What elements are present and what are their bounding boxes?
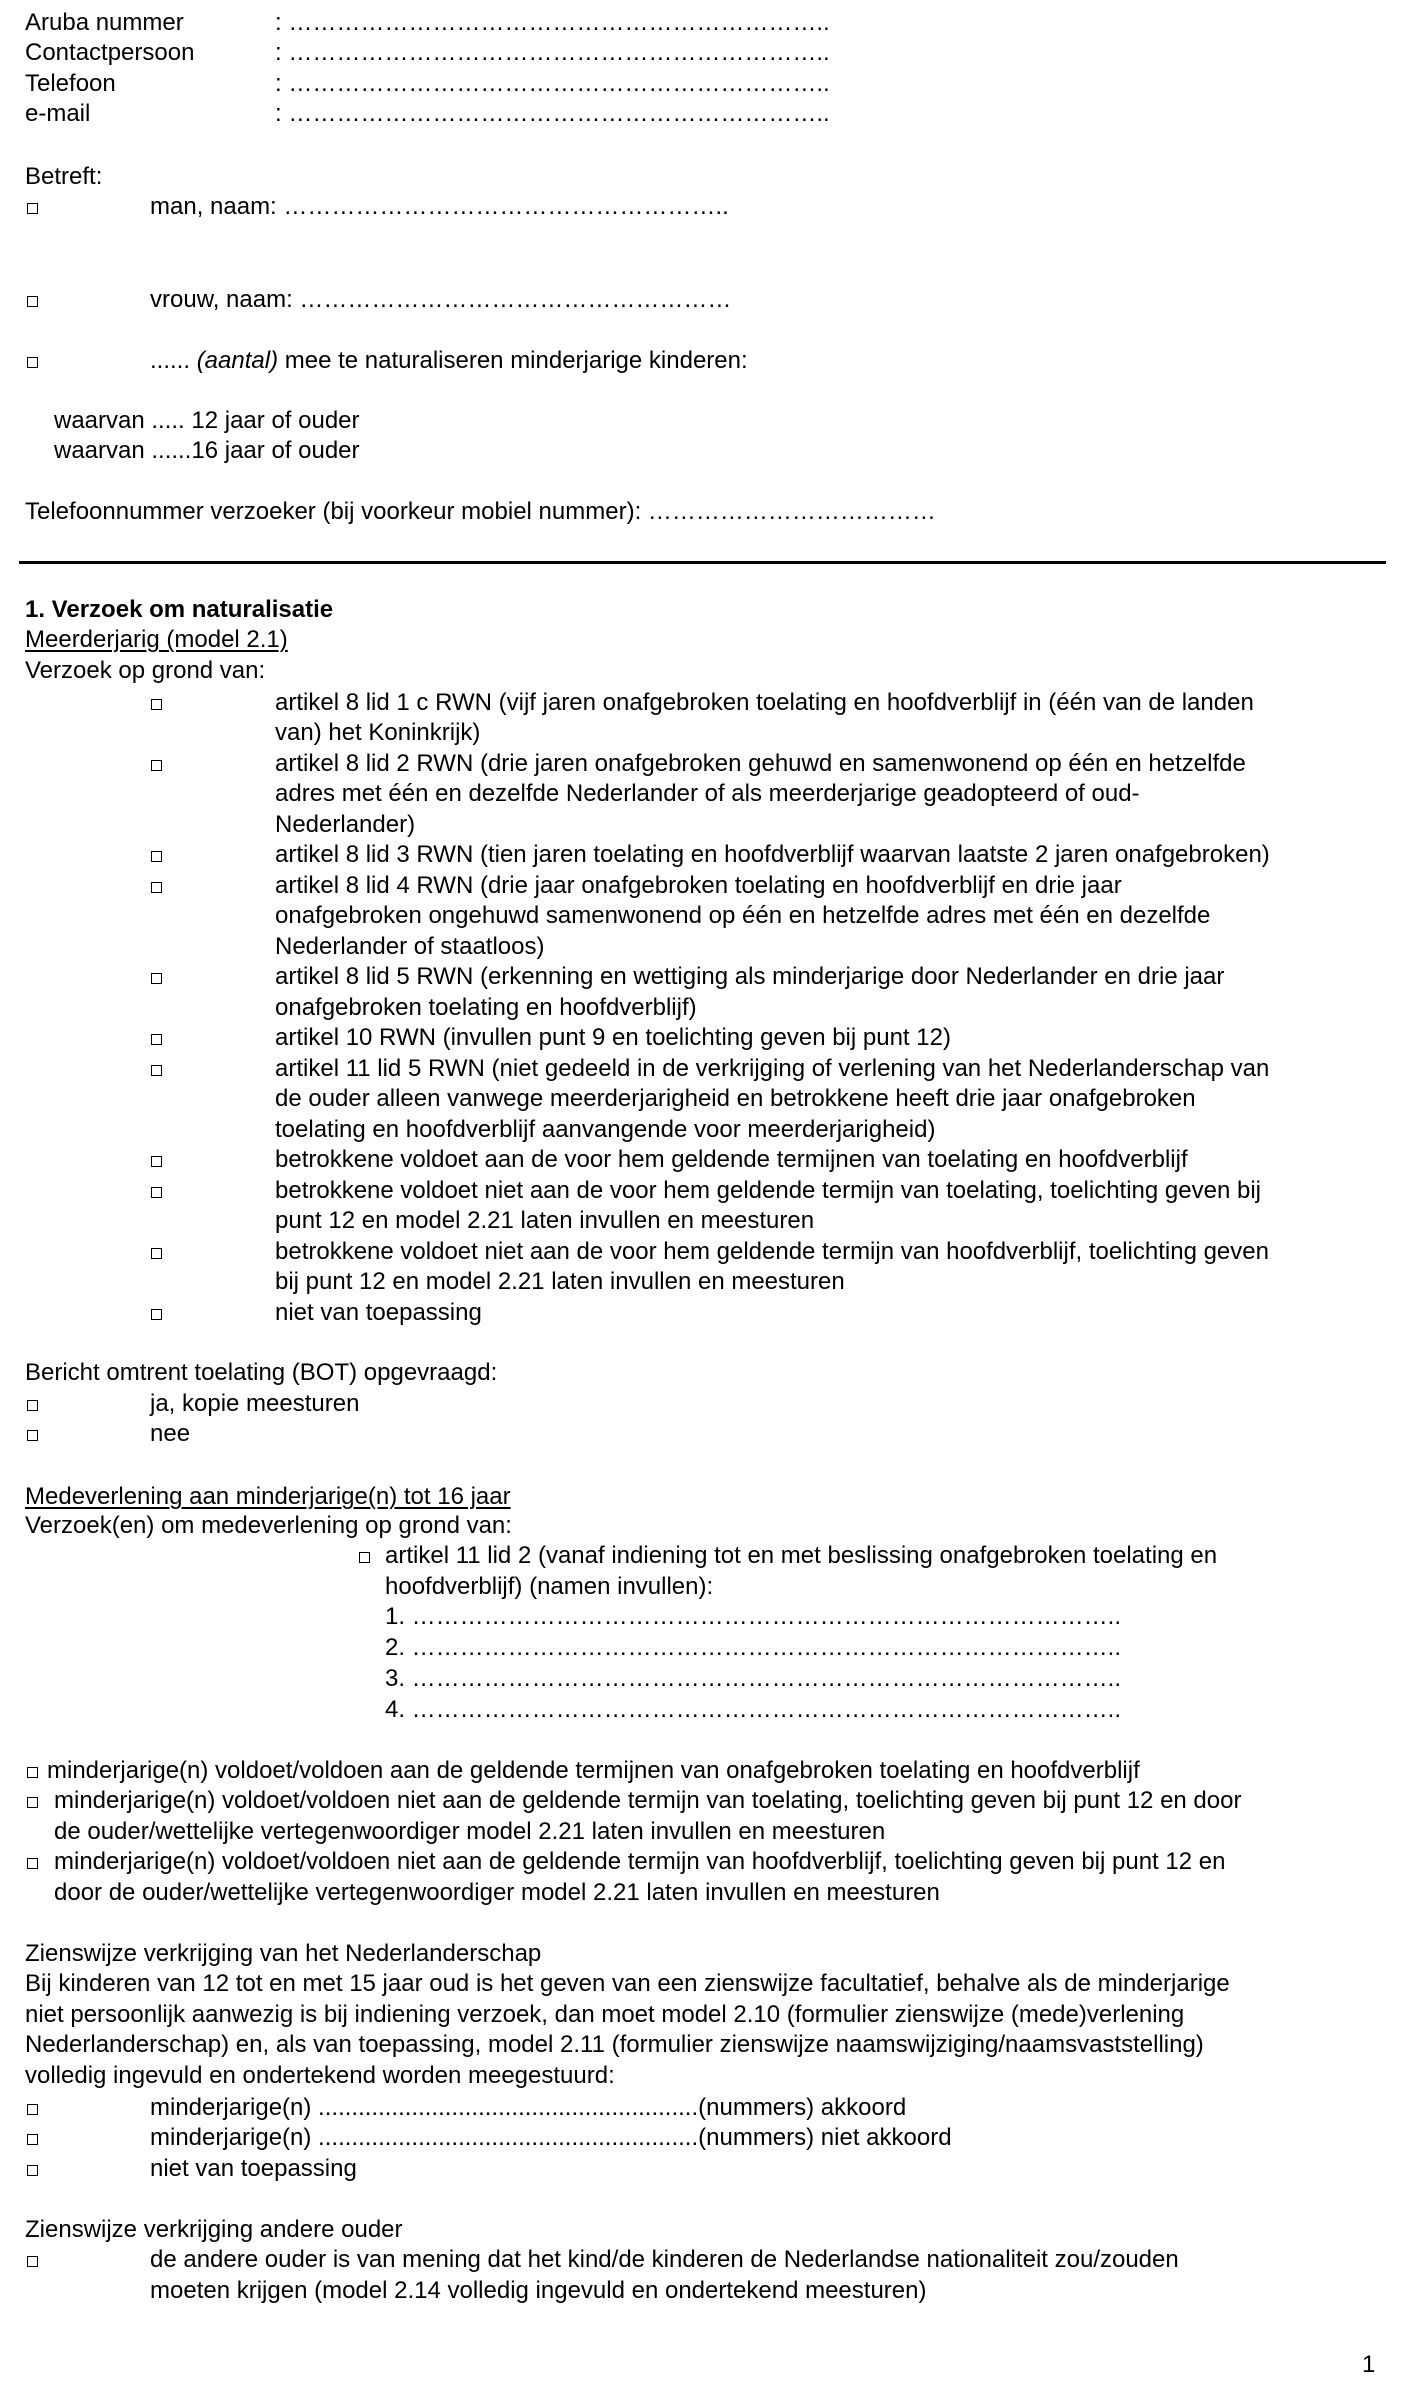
- waarvan-16-field[interactable]: waarvan ......16 jaar of ouder: [54, 437, 360, 464]
- checkbox-niet-akkoord[interactable]: [27, 2134, 38, 2145]
- telefoon-field[interactable]: : …………………………………………………………..: [275, 70, 830, 97]
- contactpersoon-field[interactable]: : …………………………………………………………..: [275, 39, 830, 66]
- option-text: artikel 8 lid 5 RWN (erkenning en wettiging als minderjarige door Nederlander en drie jaar: [275, 963, 1225, 990]
- checkbox-man[interactable]: [27, 203, 38, 214]
- checkbox-art11-2[interactable]: [359, 1552, 370, 1563]
- kinderen-text: mee te naturaliseren minderjarige kinderen:: [278, 347, 748, 374]
- option-text: artikel 8 lid 1 c RWN (vijf jaren onafgebroken toelating en hoofdverblijf in (één van de landen: [275, 689, 1254, 716]
- checkbox-bot-nee[interactable]: [27, 1430, 38, 1441]
- option-text: ja, kopie meesturen: [150, 1390, 360, 1417]
- checkbox-art8-4[interactable]: [151, 882, 162, 893]
- medeverlening-title: Medeverlening aan minderjarige(n) tot 16 jaar: [25, 1483, 511, 1510]
- option-text: punt 12 en model 2.21 laten invullen en meesturen: [275, 1207, 815, 1234]
- paragraph-line: niet persoonlijk aanwezig is bij indiening verzoek, dan moet model 2.10 (formulier zienswijze (mede)verlening: [25, 2001, 1185, 2028]
- checkbox-art8-2[interactable]: [151, 760, 162, 771]
- aantal-label: (aantal): [196, 347, 279, 374]
- option-text: toelating en hoofdverblijf aanvangende voor meerderjarigheid): [275, 1116, 936, 1143]
- option-text: adres met één en dezelfde Nederlander of als meerderjarige geadopteerd of oud-: [275, 780, 1140, 807]
- contact-label: Contactpersoon: [25, 39, 195, 66]
- name-field-3[interactable]: 3. ……………………………………………………………………………..: [385, 1665, 1122, 1692]
- option-text: onafgebroken toelating en hoofdverblijf): [275, 994, 697, 1021]
- contact-label: Aruba nummer: [25, 9, 184, 36]
- name-field-2[interactable]: 2. ……………………………………………………………………………..: [385, 1634, 1122, 1661]
- option-text: minderjarige(n) voldoet/voldoen niet aan de geldende termijn van toelating, toelichting geven bij punt 12 en door: [54, 1787, 1242, 1814]
- checkbox-art10[interactable]: [151, 1034, 162, 1045]
- divider: [19, 561, 1386, 564]
- waarvan-12-field[interactable]: waarvan ..... 12 jaar of ouder: [54, 407, 360, 434]
- option-text: artikel 11 lid 2 (vanaf indiening tot en met beslissing onafgebroken toelating en: [385, 1542, 1218, 1569]
- paragraph-line: Nederlanderschap) en, als van toepassing, model 2.11 (formulier zienswijze naamswijziging/naamsvaststelling): [25, 2031, 1204, 2058]
- andere-ouder-title: Zienswijze verkrijging andere ouder: [25, 2216, 403, 2243]
- option-text: niet van toepassing: [150, 2155, 357, 2182]
- option-text: betrokkene voldoet niet aan de voor hem geldende termijn van hoofdverblijf, toelichting geven: [275, 1238, 1269, 1265]
- option-text: door de ouder/wettelijke vertegenwoordiger model 2.21 laten invullen en meesturen: [54, 1879, 940, 1906]
- checkbox-voldoet-termijnen[interactable]: [151, 1156, 162, 1167]
- medeverlening-intro: Verzoek(en) om medeverlening op grond van:: [25, 1512, 512, 1539]
- name-field-1[interactable]: 1. ……………………………………………………………………………..: [385, 1603, 1122, 1630]
- aruba-nummer-field[interactable]: : …………………………………………………………..: [275, 9, 830, 36]
- option-text: Nederlander of staatloos): [275, 933, 545, 960]
- option-text: artikel 11 lid 5 RWN (niet gedeeld in de verkrijging of verlening van het Nederlanderschap van: [275, 1055, 1270, 1082]
- option-text: minderjarige(n) voldoet/voldoen niet aan de geldende termijn van hoofdverblijf, toelichting geven bij punt 12 en: [54, 1848, 1226, 1875]
- name-field-4[interactable]: 4. ……………………………………………………………………………..: [385, 1696, 1122, 1723]
- checkbox-minderjarige-niet-toelating[interactable]: [27, 1797, 38, 1808]
- option-text: van) het Koninkrijk): [275, 719, 481, 746]
- option-text: onafgebroken ongehuwd samenwonend op één en hetzelfde adres met één en dezelfde: [275, 902, 1211, 929]
- checkbox-minderjarige-niet-hoofdverblijf[interactable]: [27, 1858, 38, 1869]
- option-text: de ouder alleen vanwege meerderjarigheid en betrokkene heeft drie jaar onafgebroken: [275, 1085, 1196, 1112]
- option-text: betrokkene voldoet niet aan de voor hem geldende termijn van toelating, toelichting geven bij: [275, 1177, 1261, 1204]
- checkbox-kinderen[interactable]: [27, 357, 38, 368]
- checkbox-niet-van-toepassing[interactable]: [151, 1309, 162, 1320]
- email-field[interactable]: : …………………………………………………………..: [275, 100, 830, 127]
- option-text: artikel 10 RWN (invullen punt 9 en toelichting geven bij punt 12): [275, 1024, 951, 1051]
- checkbox-akkoord[interactable]: [27, 2104, 38, 2115]
- bot-title: Bericht omtrent toelating (BOT) opgevraagd:: [25, 1359, 498, 1386]
- vrouw-naam-field[interactable]: vrouw, naam: ………………………………………………: [150, 286, 732, 313]
- option-text: bij punt 12 en model 2.21 laten invullen en meesturen: [275, 1268, 845, 1295]
- telefoon-verzoeker-field[interactable]: Telefoonnummer verzoeker (bij voorkeur mobiel nummer): ………………………………: [25, 498, 936, 525]
- option-text: moeten krijgen (model 2.14 volledig ingevuld en ondertekend meesturen): [150, 2277, 927, 2304]
- betreft-title: Betreft:: [25, 163, 103, 190]
- checkbox-vrouw[interactable]: [27, 296, 38, 307]
- checkbox-niet-toelating[interactable]: [151, 1187, 162, 1198]
- zienswijze-title: Zienswijze verkrijging van het Nederlanderschap: [25, 1940, 542, 1967]
- option-text: hoofdverblijf) (namen invullen):: [385, 1573, 714, 1600]
- option-text: artikel 8 lid 3 RWN (tien jaren toelating en hoofdverblijf waarvan laatste 2 jaren onafgebroken): [275, 841, 1270, 868]
- kinderen-line[interactable]: [150, 347, 748, 375]
- option-text: artikel 8 lid 4 RWN (drie jaar onafgebroken toelating en hoofdverblijf en drie jaar: [275, 872, 1122, 899]
- option-text: Nederlander): [275, 811, 416, 838]
- option-text: artikel 8 lid 2 RWN (drie jaren onafgebroken gehuwd en samenwonend op één en hetzelfde: [275, 750, 1246, 777]
- checkbox-bot-ja[interactable]: [27, 1400, 38, 1411]
- section-subtitle: Meerderjarig (model 2.1): [25, 626, 288, 653]
- paragraph-line: Bij kinderen van 12 tot en met 15 jaar oud is het geven van een zienswijze facultatief, behalve als de minderjarige: [25, 1970, 1230, 1997]
- checkbox-art8-1c[interactable]: [151, 699, 162, 710]
- contact-label: Telefoon: [25, 70, 116, 97]
- checkbox-art8-5[interactable]: [151, 973, 162, 984]
- checkbox-art11-5[interactable]: [151, 1065, 162, 1076]
- checkbox-andere-ouder[interactable]: [27, 2256, 38, 2267]
- checkbox-minderjarige-voldoet[interactable]: [27, 1767, 38, 1778]
- option-text: nee: [150, 1420, 191, 1447]
- checkbox-art8-3[interactable]: [151, 851, 162, 862]
- checkbox-zienswijze-nvt[interactable]: [27, 2165, 38, 2176]
- option-text: betrokkene voldoet aan de voor hem geldende termijnen van toelating en hoofdverblijf: [275, 1146, 1188, 1173]
- paragraph-line: volledig ingevuld en ondertekend worden meegestuurd:: [25, 2062, 615, 2089]
- page-number: 1: [1362, 2351, 1376, 2378]
- contact-label: e-mail: [25, 100, 91, 127]
- akkoord-field[interactable]: minderjarige(n) .........................................................(nummers) akkoord: [150, 2094, 907, 2121]
- option-text: minderjarige(n) voldoet/voldoen aan de geldende termijnen van onafgebroken toelating en hoofdverblijf: [47, 1757, 1140, 1784]
- aantal-field[interactable]: ......: [150, 347, 197, 374]
- man-naam-field[interactable]: man, naam: ………………………………………………..: [150, 193, 729, 220]
- option-text: de andere ouder is van mening dat het kind/de kinderen de Nederlandse nationaliteit zou/zouden: [150, 2246, 1179, 2273]
- option-text: niet van toepassing: [275, 1299, 482, 1326]
- option-text: de ouder/wettelijke vertegenwoordiger model 2.21 laten invullen en meesturen: [54, 1818, 886, 1845]
- section-intro: Verzoek op grond van:: [25, 657, 266, 684]
- niet-akkoord-field[interactable]: minderjarige(n) .........................................................(nummers) niet akkoord: [150, 2124, 952, 2151]
- section-title: 1. Verzoek om naturalisatie: [25, 596, 334, 623]
- checkbox-niet-hoofdverblijf[interactable]: [151, 1248, 162, 1259]
